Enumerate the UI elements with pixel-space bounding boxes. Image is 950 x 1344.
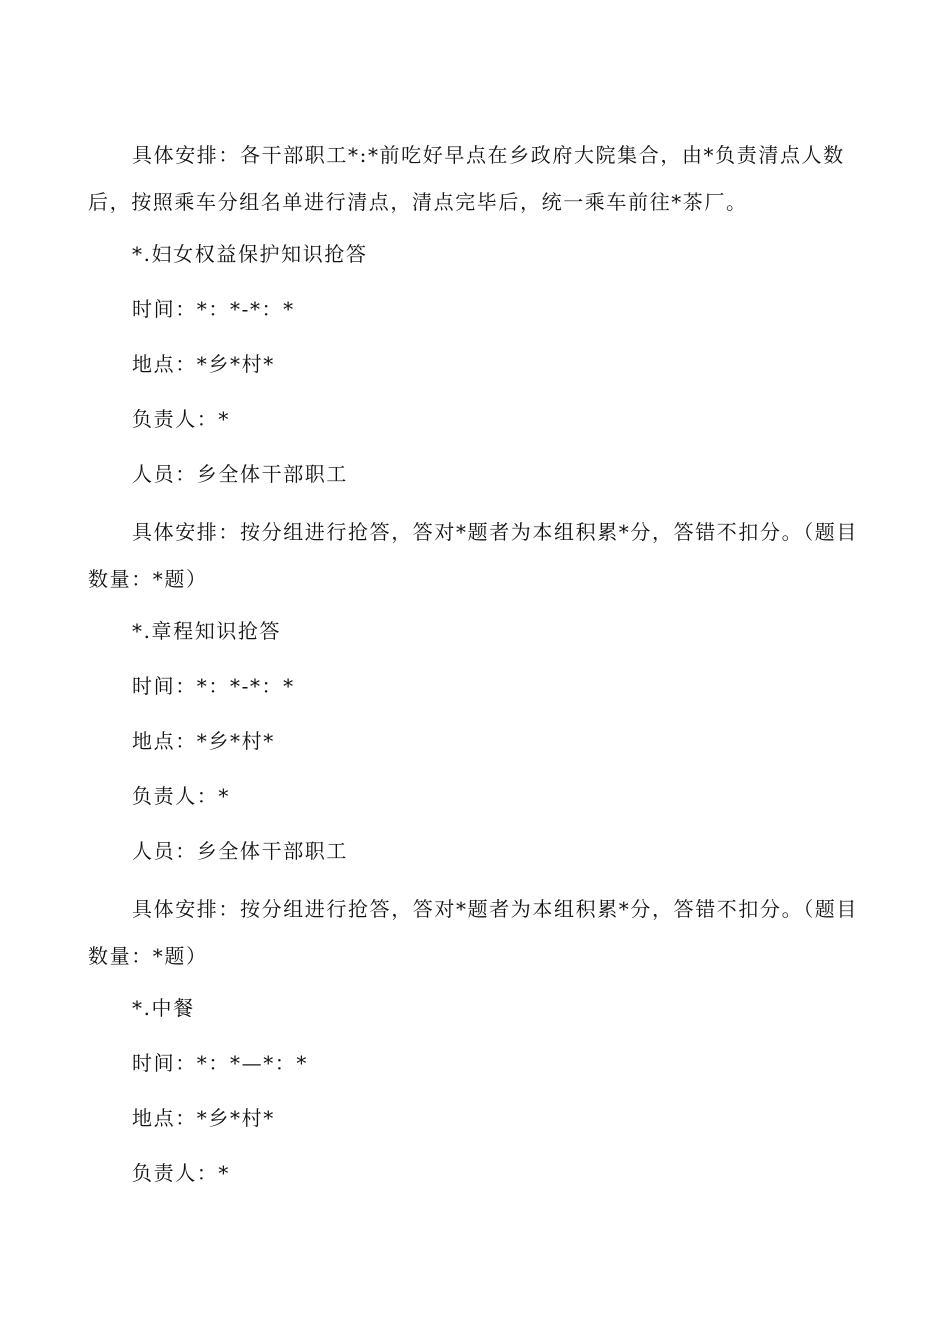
lunch-time: 时间：*：*—*：* <box>132 1051 308 1075</box>
lunch-person-in-charge: 负责人：* <box>132 1161 230 1185</box>
document-body <box>88 132 866 1208</box>
quiz2-arrangement: 具体安排：按分组进行抢答，答对*题者为本组积累*分，答错不扣分。（题目数量：*题） <box>88 897 858 968</box>
lunch-location: 地点：*乡*村* <box>132 1106 275 1130</box>
quiz2-person-in-charge: 负责人：* <box>132 784 230 808</box>
quiz2-participants: 人员：乡全体干部职工 <box>132 839 348 863</box>
heading-charter-quiz: *.章程知识抢答 <box>132 619 282 643</box>
paragraph-assembly-arrangement: 具体安排：各干部职工*:*前吃好早点在乡政府大院集合，由*负责清点人数后，按照乘车分组名单进行清点，清点完毕后，统一乘车前往*茶厂。 <box>88 143 845 214</box>
quiz1-participants: 人员：乡全体干部职工 <box>132 462 348 486</box>
quiz1-location: 地点：*乡*村* <box>132 352 275 376</box>
quiz1-person-in-charge: 负责人：* <box>132 407 230 431</box>
heading-women-rights-quiz: *.妇女权益保护知识抢答 <box>132 242 368 266</box>
quiz2-time: 时间：*：*-*：* <box>132 674 295 698</box>
quiz2-location: 地点：*乡*村* <box>132 729 275 753</box>
quiz1-time: 时间：*：*-*：* <box>132 297 295 321</box>
heading-lunch: *.中餐 <box>132 996 195 1020</box>
quiz1-arrangement: 具体安排：按分组进行抢答，答对*题者为本组积累*分，答错不扣分。（题目数量：*题） <box>88 520 858 591</box>
